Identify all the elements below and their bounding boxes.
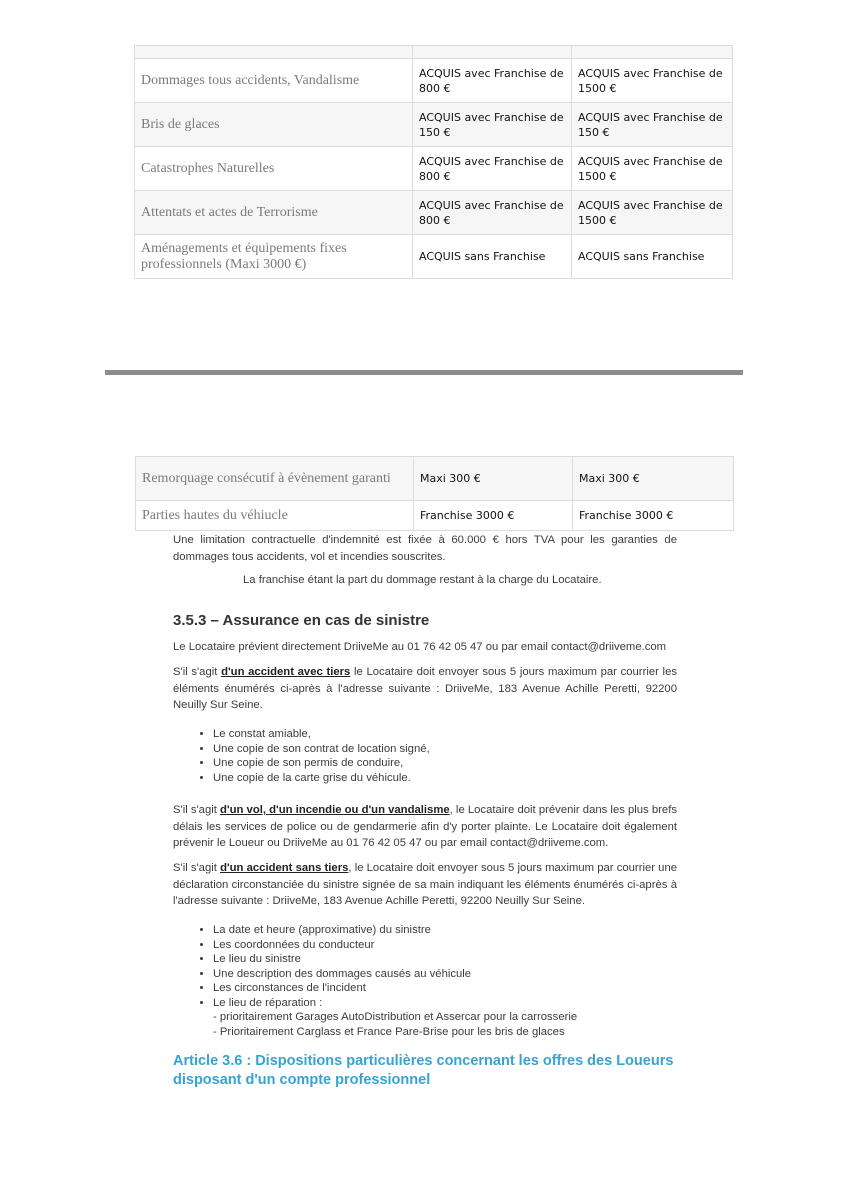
table-cell-label: Dommages tous accidents, Vandalisme — [135, 59, 413, 103]
text-run: S'il s'agit — [173, 804, 221, 816]
list-item: • Une copie de la carte grise du véhicule. — [213, 771, 430, 786]
table-cell-value: ACQUIS avec Franchise de 1500 € — [572, 147, 733, 191]
text-run: le Locataire doit envoyer sous 5 jours maximum par courrier les éléments énumérés ci-après à l'adresse suivante : DriiveMe, 183 Avenue Achille Peretti, 92200 Neuilly Sur Seine. — [173, 666, 677, 711]
table-cell-value: ACQUIS avec Franchise de 150 € — [572, 103, 733, 147]
table-cell-value — [413, 46, 572, 59]
guarantees-table-bottom — [135, 456, 734, 531]
text-run: S'il s'agit — [173, 862, 221, 874]
table-cell-value: Maxi 300 € — [414, 457, 573, 501]
table-cell-value — [572, 46, 733, 59]
list-item: • La date et heure (approximative) du sinistre — [213, 923, 577, 938]
sub-list-item: - prioritairement Garages AutoDistribution et Assercar pour la carrosserie — [213, 1011, 578, 1023]
text-run: , le Locataire doit prévenir dans les plus brefs délais les services de police ou de gendarmerie afin d'y porter plainte. Le Locataire doit également prévenir le Loueur ou DriiveMe au 01 76 42 05 47 ou par email contact@driiveme.com. — [173, 804, 677, 849]
page-separator — [105, 370, 743, 375]
table-row — [135, 191, 733, 235]
declaration-list — [193, 923, 577, 1039]
table-cell-value: ACQUIS avec Franchise de 1500 € — [572, 191, 733, 235]
franchise-note: La franchise étant la part du dommage restant à la charge du Locataire. — [243, 574, 602, 586]
table-cell-value: ACQUIS sans Franchise — [413, 235, 572, 279]
limitation-paragraph: Une limitation contractuelle d'indemnité est fixée à 60.000 € hors TVA pour les garanties de dommages tous accidents, vol et incendies souscrites. — [173, 534, 677, 563]
list-item: • Les coordonnées du conducteur — [213, 938, 577, 953]
list-item: • Les circonstances de l'incident — [213, 981, 577, 996]
table-cell-label: Aménagements et équipements fixes professionnels (Maxi 3000 €) — [135, 235, 413, 279]
emphasis-text: d'un accident sans tiers — [220, 862, 349, 874]
table-cell-value: Maxi 300 € — [573, 457, 734, 501]
emphasis-text: d'un vol, d'un incendie ou d'un vandalisme — [220, 804, 450, 816]
table-row — [135, 103, 733, 147]
list-item: • Le lieu du sinistre — [213, 952, 577, 967]
documents-list — [193, 727, 430, 785]
table-cell-value: ACQUIS avec Franchise de 1500 € — [572, 59, 733, 103]
text-run: , le Locataire doit envoyer sous 5 jours maximum par courrier une déclaration circonstanciée du sinistre signée de sa main indiquant les éléments énumérés ci-après à l'adresse suivante : DriiveMe, 183 Avenue Achille Peretti, 92200 Neuilly Sur Seine. — [173, 862, 678, 907]
table-row — [135, 59, 733, 103]
table-row — [136, 501, 734, 531]
section-heading: 3.5.3 – Assurance en cas de sinistre — [173, 612, 430, 629]
table-cell-value: ACQUIS sans Franchise — [572, 235, 733, 279]
list-item: • Une description des dommages causés au véhicule — [213, 967, 577, 982]
text-run: S'il s'agit — [173, 666, 222, 678]
table-cell-value: Franchise 3000 € — [573, 501, 734, 531]
table-cell-value: ACQUIS avec Franchise de 800 € — [413, 59, 572, 103]
table-cell-value: ACQUIS avec Franchise de 150 € — [413, 103, 572, 147]
table-cell-label — [135, 46, 413, 59]
list-item-label: Le lieu de réparation : — [213, 996, 323, 1009]
table-cell-label: Parties hautes du véhiucle — [136, 501, 414, 531]
table-row — [135, 235, 733, 279]
list-item: • Le constat amiable, — [213, 727, 430, 742]
table-cell-label: Catastrophes Naturelles — [135, 147, 413, 191]
guarantees-table-top — [134, 45, 733, 279]
table-row — [136, 457, 734, 501]
table-row — [135, 147, 733, 191]
vol-paragraph — [173, 802, 677, 852]
table-cell-value: ACQUIS avec Franchise de 800 € — [413, 147, 572, 191]
table-row — [135, 46, 733, 59]
table-cell-label: Remorquage consécutif à évènement garanti — [136, 457, 414, 501]
sub-list-item: - Prioritairement Carglass et France Pare-Brise pour les bris de glaces — [213, 1025, 565, 1038]
article-heading: Article 3.6 : Dispositions particulières concernant les offres des Loueurs disposant d'un compte professionnel — [173, 1053, 674, 1088]
emphasis-text: d'un accident avec tiers — [221, 666, 351, 678]
contact-paragraph: Le Locataire prévient directement DriiveMe au 01 76 42 05 47 ou par email contact@driiveme.com — [173, 641, 667, 653]
list-item — [213, 996, 577, 1040]
list-item: • Une copie de son permis de conduire, — [213, 756, 430, 771]
accident-sans-tiers-paragraph — [173, 860, 677, 910]
table-cell-label: Attentats et actes de Terrorisme — [135, 191, 413, 235]
table-cell-value: Franchise 3000 € — [414, 501, 573, 531]
table-cell-label: Bris de glaces — [135, 103, 413, 147]
accident-tiers-paragraph — [173, 664, 677, 714]
table-cell-value: ACQUIS avec Franchise de 800 € — [413, 191, 572, 235]
list-item: • Une copie de son contrat de location signé, — [213, 742, 430, 757]
